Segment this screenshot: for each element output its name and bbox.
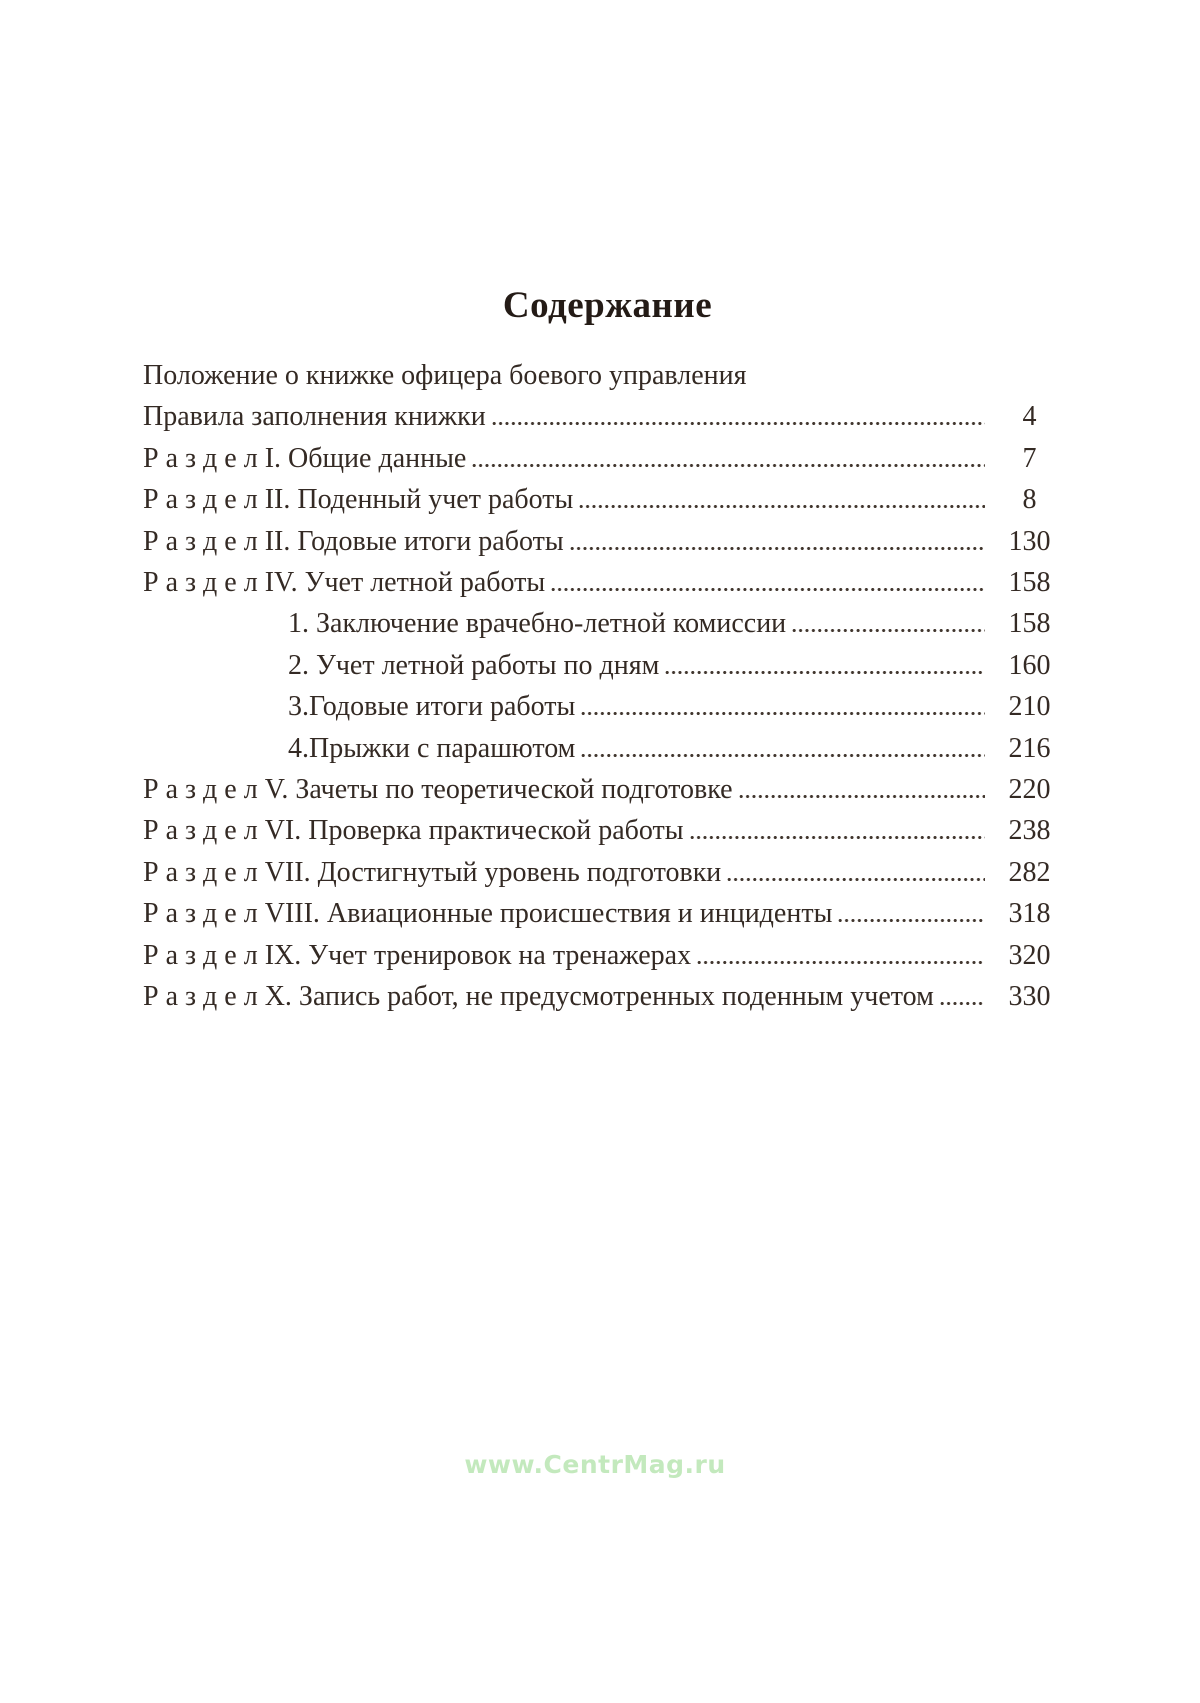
toc-row <box>143 603 1072 644</box>
toc-entry-label: Р а з д е л V. Зачеты по теоретической подготовке <box>143 774 733 806</box>
toc-entry-page: 7 <box>1022 442 1037 474</box>
toc-entry-label: Р а з д е л II. Поденный учет работы <box>143 484 574 516</box>
toc-row <box>143 479 1072 520</box>
toc-row <box>143 976 1072 1017</box>
watermark-text: www.CentrMag.ru <box>464 1450 726 1479</box>
toc-leader-dots <box>738 795 985 798</box>
toc-entry-label: Р а з д е л IV. Учет летной работы <box>143 567 546 599</box>
toc-entry-page: 8 <box>1022 484 1037 516</box>
page-title: Содержание <box>502 285 713 326</box>
toc-entry-label: Р а з д е л VIII. Авиационные происшествия и инциденты <box>143 898 833 930</box>
toc-row <box>143 935 1072 976</box>
toc-entry-label: 1. Заключение врачебно-летной комиссии <box>288 608 787 640</box>
toc-entry-label: Р а з д е л IX. Учет тренировок на тренажерах <box>143 939 692 971</box>
toc-row <box>143 396 1072 437</box>
toc-row <box>143 562 1072 603</box>
toc-leader-dots <box>752 381 986 384</box>
toc-row <box>143 810 1072 851</box>
toc-entry-page: 318 <box>1008 898 1051 930</box>
toc-leader-dots <box>580 754 985 757</box>
toc-leader-dots <box>569 547 985 550</box>
toc-leader-dots <box>491 422 985 425</box>
toc-entry-label: Р а з д е л X. Запись работ, не предусмотренных поденным учетом <box>143 981 934 1013</box>
toc-row <box>143 852 1072 893</box>
toc-entry-label: Р а з д е л I. Общие данные <box>143 442 467 474</box>
toc-leader-dots <box>550 588 985 591</box>
toc-row <box>143 438 1072 479</box>
toc-entry-page: 216 <box>1008 732 1051 764</box>
toc-entry-page: 210 <box>1008 691 1051 723</box>
toc-row <box>143 728 1072 769</box>
toc-entry-label: Положение о книжке офицера боевого управления <box>143 360 747 391</box>
toc-row <box>143 893 1072 934</box>
toc-leader-dots <box>791 629 985 632</box>
toc-row <box>143 686 1072 727</box>
toc-entry-label: Р а з д е л VII. Достигнутый уровень подготовки <box>143 856 722 888</box>
toc-leader-dots <box>578 505 985 508</box>
toc-entry-page: 158 <box>1008 567 1051 599</box>
toc-entry-page: 4 <box>1022 401 1037 433</box>
toc-entry-page: 238 <box>1008 815 1051 847</box>
toc-entry-page: 160 <box>1008 649 1051 681</box>
toc-leader-dots <box>939 1002 985 1005</box>
toc-entry-page: 330 <box>1008 981 1051 1013</box>
toc-leader-dots <box>726 878 985 881</box>
toc-entry-label: 2. Учет летной работы по дням <box>288 649 660 681</box>
toc-entry-page: 220 <box>1008 774 1051 806</box>
toc-row <box>143 645 1072 686</box>
toc-entry-page: 320 <box>1008 939 1051 971</box>
toc-row <box>143 521 1072 562</box>
toc-entry-page: 282 <box>1008 856 1051 888</box>
toc-row <box>143 355 1072 396</box>
toc-entry-label: 3.Годовые итоги работы <box>288 691 576 723</box>
toc-leader-dots <box>696 961 985 964</box>
toc-entry-page: 130 <box>1008 525 1051 557</box>
toc-entry-label: Р а з д е л VI. Проверка практической работы <box>143 815 684 847</box>
toc-entry-label: Правила заполнения книжки <box>143 401 486 433</box>
toc-list <box>143 355 1072 1018</box>
toc-leader-dots <box>837 919 985 922</box>
toc-leader-dots <box>664 671 985 674</box>
toc-entry-label: 4.Прыжки с парашютом <box>288 732 576 764</box>
toc-leader-dots <box>471 464 985 467</box>
toc-leader-dots <box>580 712 985 715</box>
toc-entry-label: Р а з д е л II. Годовые итоги работы <box>143 525 564 557</box>
toc-row <box>143 769 1072 810</box>
toc-entry-page: 158 <box>1008 608 1051 640</box>
toc-content <box>143 0 1072 1018</box>
toc-leader-dots <box>689 836 985 839</box>
